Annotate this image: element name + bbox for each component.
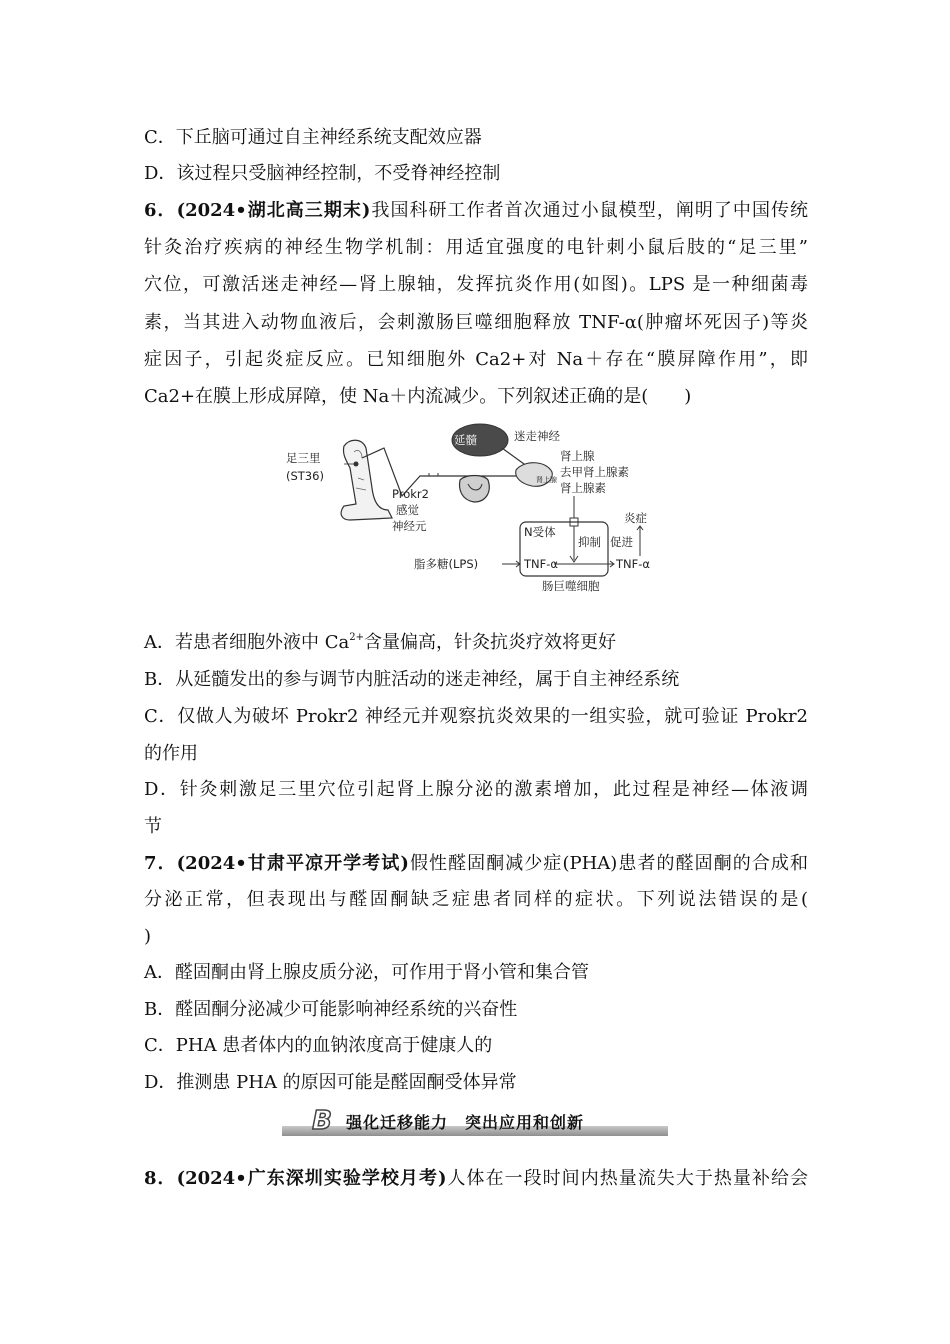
q6-stem-line-4: 素，当其进入动物血液后，会刺激肠巨噬细胞释放 TNF-α(肿瘤坏死因子)等炎 xyxy=(144,312,808,333)
label-tnf-outside: TNF-α xyxy=(616,557,650,571)
q8-stem-line-1 xyxy=(144,1167,808,1191)
q6-stem-line-5: 症因子，引起炎症反应。已知细胞外 Ca2+对 Na＋存在“膜屏障作用”，即 xyxy=(144,349,808,370)
q7-number: 7． xyxy=(144,853,177,874)
q8-source: (2024•广东深圳实验学校月考) xyxy=(176,1168,447,1189)
label-promote: 促进 xyxy=(610,535,633,549)
q7-source: (2024•甘肃平凉开学考试) xyxy=(176,853,409,874)
q5-option-c: C．下丘脑可通过自主神经系统支配效应器 xyxy=(144,127,482,148)
label-inhibit: 抑制 xyxy=(578,535,601,549)
q6-stem-line-1 xyxy=(144,199,808,223)
q7-option-d: D．推测患 PHA 的原因可能是醛固酮受体异常 xyxy=(144,1072,517,1093)
label-tnf-inside: TNF-α xyxy=(524,557,558,571)
q7-option-b: B．醛固酮分泌减少可能影响神经系统的兴奋性 xyxy=(144,999,518,1020)
label-inflammation: 炎症 xyxy=(624,511,647,525)
q6-option-c-line-2: 的作用 xyxy=(144,743,198,764)
spinal-cord-section xyxy=(460,476,490,503)
section-banner-title: 强化迁移能力 突出应用和创新 xyxy=(346,1113,585,1132)
q6-source: (2024•湖北高三期末) xyxy=(176,200,371,221)
q6-stem-line-3: 穴位，可激活迷走神经—肾上腺轴，发挥抗炎作用(如图)。LPS 是一种细菌毒 xyxy=(144,274,808,295)
q6-stem-line-6: Ca2+在膜上形成屏障，使 Na＋内流减少。下列叙述正确的是( ) xyxy=(144,386,692,407)
section-banner xyxy=(282,1106,668,1140)
q7-option-c: C．PHA 患者体内的血钠浓度高于健康人的 xyxy=(144,1035,493,1056)
q6-option-d-line-1: D．针灸刺激足三里穴位引起肾上腺分泌的激素增加，此过程是神经—体液调 xyxy=(144,779,808,800)
q6-number: 6． xyxy=(144,200,177,221)
label-noradrenaline: 去甲肾上腺素 xyxy=(560,465,629,479)
q7-stem-line-3: ) xyxy=(144,926,152,947)
label-adrenal-gland: 肾上腺 xyxy=(560,449,595,463)
label-medulla: 延髓 xyxy=(454,433,477,447)
section-letter-b-icon: B xyxy=(312,1106,332,1136)
q8-number: 8． xyxy=(144,1168,177,1189)
mouse-leg-drawing xyxy=(341,440,392,520)
q8-stem-text: 人体在一段时间内热量流失大于热量补给会 xyxy=(446,1168,808,1189)
label-adrenaline: 肾上腺素 xyxy=(560,481,606,495)
q6-option-a: A．若患者细胞外液中 $Ca^{2+}$含量偏高，针灸抗炎疗效将更好 xyxy=(144,632,616,653)
label-sensory: 感觉 xyxy=(396,503,419,517)
label-vagus-nerve: 迷走神经 xyxy=(514,429,560,443)
acupuncture-mechanism-diagram xyxy=(284,418,664,600)
label-lps: 脂多糖(LPS) xyxy=(414,557,479,571)
q7-option-a: A．醛固酮由肾上腺皮质分泌，可作用于肾小管和集合管 xyxy=(144,962,589,983)
q7-stem-line-1 xyxy=(144,852,808,876)
label-adrenal-tag: 肾上腺 xyxy=(536,476,557,484)
label-st36: (ST36) xyxy=(286,469,324,483)
label-macrophage: 肠巨噬细胞 xyxy=(542,579,600,593)
label-zusanli: 足三里 xyxy=(286,451,321,465)
label-prokr2: Prokr2 xyxy=(392,487,429,501)
q5-option-d: D．该过程只受脑神经控制，不受脊神经控制 xyxy=(144,163,501,184)
q7-stem-line-2: 分泌正常，但表现出与醛固酮缺乏症患者同样的症状。下列说法错误的是( xyxy=(144,889,808,910)
q6-option-b: B．从延髓发出的参与调节内脏活动的迷走神经，属于自主神经系统 xyxy=(144,669,680,690)
label-n-receptor: N受体 xyxy=(524,525,556,539)
q7-stem-text: 假性醛固酮减少症(PHA)患者的醛固酮的合成和 xyxy=(408,853,808,874)
label-neuron: 神经元 xyxy=(392,519,427,533)
q6-option-d-line-2: 节 xyxy=(144,816,162,837)
q6-stem-line-2: 针灸治疗疾病的神经生物学机制：用适宜强度的电针刺小鼠后肢的“足三里” xyxy=(144,237,808,258)
q6-option-c-line-1: C．仅做人为破坏 Prokr2 神经元并观察抗炎效果的一组实验，就可验证 Prokr2 xyxy=(144,706,808,727)
q6-stem-text: 我国科研工作者首次通过小鼠模型，阐明了中国传统 xyxy=(370,200,808,221)
